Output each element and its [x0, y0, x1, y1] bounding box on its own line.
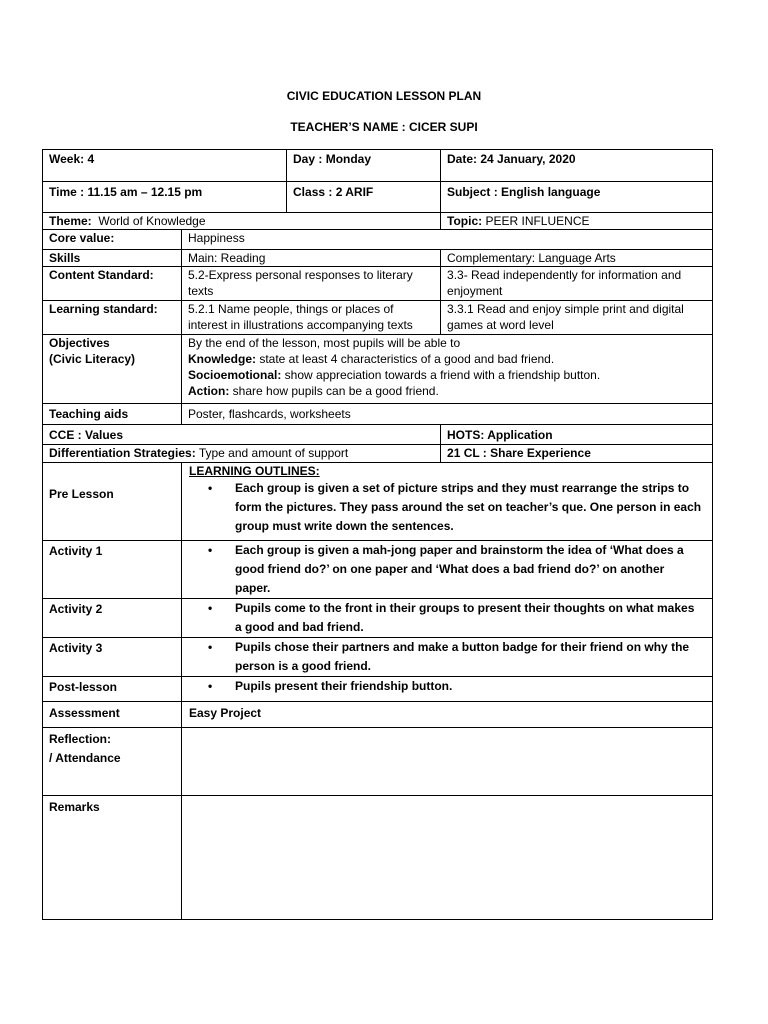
- row-objectives: [43, 335, 713, 404]
- theme-value: World of Knowledge: [98, 214, 206, 228]
- differentiation-value: Type and amount of support: [195, 446, 349, 460]
- teacher-name: TEACHER’S NAME : CICER SUPI: [290, 120, 478, 134]
- pre-lesson-text: • Each group is given a set of picture strips and they must rearrange the strips to form the pictures. They pass around the set on teacher’s que. One person in each group must write down the sentences.: [235, 479, 706, 536]
- row-teaching-aids: [43, 404, 713, 425]
- assessment-value: Easy Project: [182, 702, 713, 728]
- socio-text: show appreciation towards a friend with a friendship button.: [281, 368, 601, 382]
- attendance-label: / Attendance: [49, 751, 121, 765]
- objectives-sublabel: (Civic Literacy): [49, 352, 136, 366]
- row-core-value: [43, 230, 713, 250]
- activity-2-label: Activity 2: [43, 599, 182, 638]
- activity-3-cell: [182, 638, 713, 677]
- teaching-aids-value: Poster, flashcards, worksheets: [182, 404, 713, 425]
- learning-standard-main: 5.2.1 Name people, things or places of interest in illustrations accompanying texts: [182, 301, 441, 335]
- learning-standard-complementary: 3.3.1 Read and enjoy simple print and digital games at word level: [441, 301, 713, 335]
- theme-label: Theme:: [49, 214, 92, 228]
- row-week: [43, 150, 713, 182]
- row-remarks: [43, 796, 713, 920]
- class-cell: Class : 2 ARIF: [287, 182, 441, 213]
- knowledge-label: Knowledge:: [188, 352, 256, 366]
- row-differentiation: [43, 445, 713, 463]
- cce-cell: CCE : Values: [43, 425, 441, 445]
- reflection-label-cell: [43, 728, 182, 796]
- learning-outlines-heading: LEARNING OUTLINES:: [189, 464, 320, 478]
- row-pre-lesson: [43, 463, 713, 541]
- topic-label: Topic:: [447, 214, 483, 228]
- subject-cell: Subject : English language: [441, 182, 713, 213]
- core-value-value: Happiness: [182, 230, 713, 250]
- objective-action: [188, 383, 706, 399]
- theme-cell: [43, 213, 441, 230]
- topic-value: PEER INFLUENCE: [485, 214, 590, 228]
- learning-standard-label: Learning standard:: [43, 301, 182, 335]
- activity-2-text: • Pupils come to the front in their groups to present their thoughts on what makes a good and bad friend.: [235, 599, 706, 637]
- row-post-lesson: [43, 677, 713, 702]
- remarks-content: [182, 796, 713, 920]
- objective-socioemotional: [188, 367, 706, 383]
- row-skills: [43, 250, 713, 267]
- activity-1-cell: [182, 541, 713, 599]
- reflection-label: Reflection:: [49, 732, 112, 746]
- assessment-label: Assessment: [43, 702, 182, 728]
- objectives-cell: [182, 335, 713, 404]
- row-activity-2: [43, 599, 713, 638]
- post-lesson-cell: [182, 677, 713, 702]
- time-cell: Time : 11.15 am – 12.15 pm: [43, 182, 287, 213]
- topic-cell: [441, 213, 713, 230]
- post-lesson-text: • Pupils present their friendship button.: [235, 677, 706, 696]
- objectives-label-cell: [43, 335, 182, 404]
- objectives-label: Objectives: [49, 336, 110, 350]
- row-activity-1: [43, 541, 713, 599]
- post-lesson-label: Post-lesson: [43, 677, 182, 702]
- pre-lesson-label: Pre Lesson: [43, 463, 182, 541]
- skills-main: Main: Reading: [182, 250, 441, 267]
- core-value-label: Core value:: [43, 230, 182, 250]
- activity-1-text: • Each group is given a mah-jong paper and brainstorm the idea of ‘What does a good friend do?’ on one paper and ‘What does a bad friend do?’ on another paper.: [235, 541, 706, 598]
- reflection-content: [182, 728, 713, 796]
- row-cce: [43, 425, 713, 445]
- skills-complementary: Complementary: Language Arts: [441, 250, 713, 267]
- skills-label: Skills: [43, 250, 182, 267]
- knowledge-text: state at least 4 characteristics of a good and bad friend.: [256, 352, 555, 366]
- document-title: CIVIC EDUCATION LESSON PLAN: [286, 89, 482, 103]
- objective-knowledge: [188, 351, 706, 367]
- activity-1-label: Activity 1: [43, 541, 182, 599]
- remarks-label: Remarks: [43, 796, 182, 920]
- week-cell: Week: 4: [43, 150, 287, 182]
- row-activity-3: [43, 638, 713, 677]
- row-learning-standard: [43, 301, 713, 335]
- teaching-aids-label: Teaching aids: [43, 404, 182, 425]
- activity-2-cell: [182, 599, 713, 638]
- cl21-cell: 21 CL : Share Experience: [441, 445, 713, 463]
- pre-lesson-cell: [182, 463, 713, 541]
- day-cell: Day : Monday: [287, 150, 441, 182]
- activity-3-label: Activity 3: [43, 638, 182, 677]
- content-standard-main: 5.2-Express personal responses to literary texts: [182, 267, 441, 301]
- date-cell: Date: 24 January, 2020: [441, 150, 713, 182]
- row-theme: [43, 213, 713, 230]
- content-standard-label: Content Standard:: [43, 267, 182, 301]
- action-text: share how pupils can be a good friend.: [229, 384, 439, 398]
- differentiation-label: Differentiation Strategies:: [49, 446, 196, 460]
- content-standard-complementary: 3.3- Read independently for information and enjoyment: [441, 267, 713, 301]
- socio-label: Socioemotional:: [188, 368, 282, 382]
- differentiation-cell: [43, 445, 441, 463]
- row-reflection: [43, 728, 713, 796]
- hots-cell: HOTS: Application: [441, 425, 713, 445]
- row-assessment: [43, 702, 713, 728]
- action-label: Action:: [188, 384, 230, 398]
- row-content-standard: [43, 267, 713, 301]
- row-time: [43, 182, 713, 213]
- activity-3-text: • Pupils chose their partners and make a button badge for their friend on why the person is a good friend.: [235, 638, 706, 676]
- objectives-intro: By the end of the lesson, most pupils will be able to: [188, 336, 461, 350]
- lesson-plan-table: [42, 149, 713, 920]
